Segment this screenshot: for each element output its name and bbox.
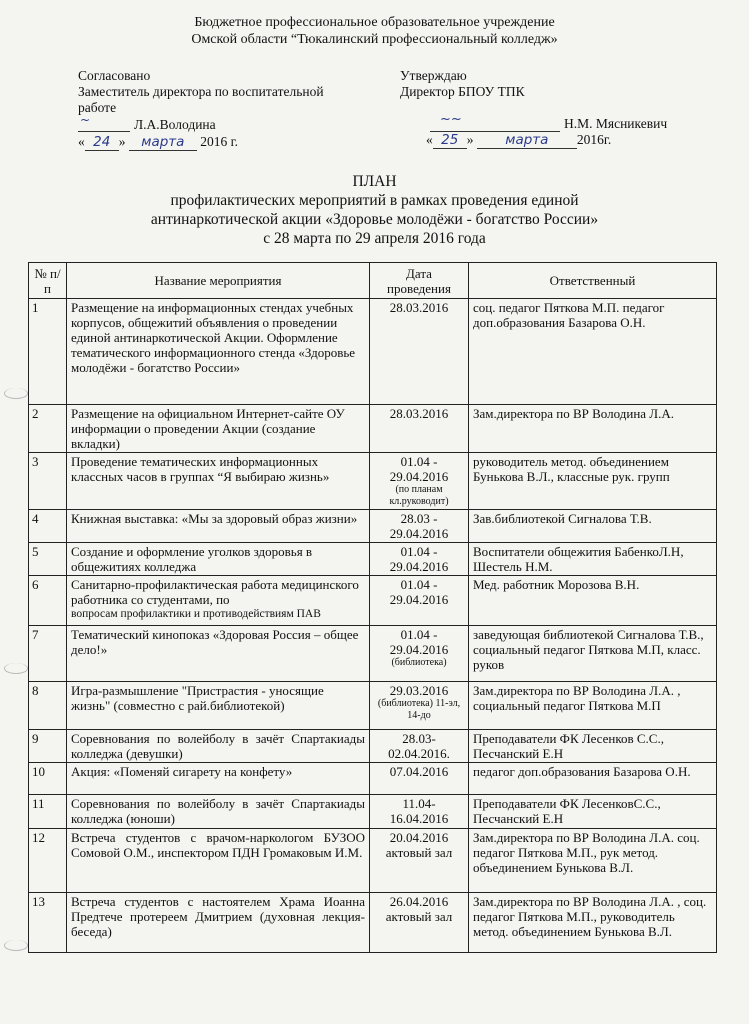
event-date-text: 20.04.2016 актовый зал <box>385 830 453 860</box>
event-name <box>67 763 370 795</box>
table-row <box>29 626 717 682</box>
row-number: 9 <box>29 730 67 763</box>
deputy-name: Л.А.Володина <box>134 117 216 132</box>
event-name <box>67 795 370 829</box>
table-row <box>29 576 717 626</box>
director-name: Н.М. Мясникевич <box>564 116 668 131</box>
deputy-position: Заместитель директора по воспитательной <box>78 84 324 99</box>
event-name-text: Соревнования по волейболу в зачёт Спартакиады колледжа (девушки) <box>71 731 365 761</box>
event-date <box>370 829 469 893</box>
event-date-text: 01.04 - 29.04.2016 <box>389 454 449 484</box>
deputy-date-day: 24 <box>85 134 119 151</box>
event-date <box>370 543 469 576</box>
row-number: 3 <box>29 453 67 510</box>
event-date-text: 29.03.2016 <box>389 683 449 698</box>
row-number: 5 <box>29 543 67 576</box>
header-date: Дата проведения <box>370 263 469 299</box>
responsible-person: Зам.директора по ВР Володина Л.А. , соц. педагог Пяткова М.П., руководитель метод. объединением Бунькова В.Л. <box>469 893 717 953</box>
event-date-text: 28.03.2016 <box>389 406 449 421</box>
director-date-year: 2016г. <box>576 132 612 147</box>
plan-title-heading: ПЛАН <box>352 173 397 190</box>
event-name <box>67 626 370 682</box>
event-date-note: (библиотека) 11-эл, 14-до <box>377 698 461 721</box>
event-date-text: 01.04 - 29.04.2016 <box>389 627 449 657</box>
responsible-person: заведующая библиотекой Сигналова Т.В., социальный педагог Пяткова М.П, класс. руков <box>469 626 717 682</box>
table-row <box>29 453 717 510</box>
event-name <box>67 576 370 626</box>
row-number: 10 <box>29 763 67 795</box>
deputy-date-month: марта <box>129 134 197 151</box>
event-name <box>67 510 370 543</box>
event-name-text: Игра-размышление "Пристрастия - уносящие жизнь" (совместно с рай.библиотекой) <box>71 683 324 713</box>
table-row <box>29 543 717 576</box>
event-date-text: 28.03.2016 <box>389 300 449 315</box>
event-name-text: Санитарно-профилактическая работа медицинского работника со студентами, по <box>71 577 359 607</box>
table-row <box>29 893 717 953</box>
row-number: 13 <box>29 893 67 953</box>
table-row <box>29 299 717 405</box>
event-name-text: Книжная выставка: «Мы за здоровый образ жизни» <box>71 511 358 526</box>
event-name <box>67 405 370 453</box>
row-number: 11 <box>29 795 67 829</box>
responsible-person: Преподаватели ФК ЛесенковС.С., Песчанский Е.Н <box>469 795 717 829</box>
event-name-text: Проведение тематических информационных классных часов в группах “Я выбираю жизнь» <box>71 454 330 484</box>
deputy-date-year: 2016 г. <box>200 134 239 149</box>
director-date-day: 25 <box>433 132 467 149</box>
table-row <box>29 510 717 543</box>
table-row <box>29 763 717 795</box>
event-name-text: Размещение на информационных стендах учебных корпусов, общежитий объявления о проведении единой антинаркотической Акции. Оформление тематического информационного стенда «Здоровье молодёжи - богатство России» <box>71 300 356 375</box>
table-row <box>29 405 717 453</box>
deputy-date: « 24 » марта 2016 г. <box>78 134 239 150</box>
event-date-text: 28.03 - 29.04.2016 <box>389 511 449 541</box>
deputy-signature-line <box>78 113 378 134</box>
event-name-text: Встреча студентов с врачом-наркологом БУЗОО Сомовой О.М., инспектором ПДН Громаковым И.М. <box>71 830 365 860</box>
row-number: 2 <box>29 405 67 453</box>
event-date-text: 11.04- 16.04.2016 <box>389 796 449 826</box>
signature-mark: ~ <box>80 113 91 127</box>
header-name: Название мероприятия <box>67 263 370 299</box>
event-date-note: (библиотека) <box>391 657 447 668</box>
event-name <box>67 829 370 893</box>
row-number: 7 <box>29 626 67 682</box>
event-date <box>370 795 469 829</box>
event-name <box>67 730 370 763</box>
director-signature-line <box>400 112 720 136</box>
table-header-row <box>29 263 717 299</box>
table-row <box>29 730 717 763</box>
signature-mark: ~~ <box>440 112 462 127</box>
row-number: 6 <box>29 576 67 626</box>
table-row <box>29 795 717 829</box>
event-name-text: Акция: «Поменяй сигарету на конфету» <box>71 764 293 779</box>
event-date <box>370 682 469 730</box>
responsible-person: Зам.директора по ВР Володина Л.А. соц. педагог Пяткова М.П., рук метод. объединением Бунькова В.Л. <box>469 829 717 893</box>
row-number: 12 <box>29 829 67 893</box>
header-num: № п/п <box>29 263 67 299</box>
plan-title-line-2: профилактических мероприятий в рамках проведения единой <box>170 192 579 209</box>
table-row <box>29 829 717 893</box>
event-date-text: 07.04.2016 <box>389 764 449 779</box>
events-table <box>28 262 717 953</box>
deputy-position-cont: работе <box>78 100 117 115</box>
responsible-person: Зам.директора по ВР Володина Л.А. , социальный педагог Пяткова М.П <box>469 682 717 730</box>
event-date-text: 01.04 - 29.04.2016 <box>389 544 449 574</box>
institution-line-1: Бюджетное профессиональное образовательное учреждение <box>194 15 555 30</box>
director-position: Директор БПОУ ТПК <box>400 84 525 99</box>
responsible-person: Преподаватели ФК Лесенков С.С., Песчанский Е.Н <box>469 730 717 763</box>
responsible-person: Зав.библиотекой Сигналова Т.В. <box>469 510 717 543</box>
responsible-person: руководитель метод. объединением Бунькова В.Л., классные рук. групп <box>469 453 717 510</box>
event-date <box>370 626 469 682</box>
event-name-text: Размещение на официальном Интернет-сайте ОУ информации о проведении Акции (создание вкладки) <box>71 406 345 451</box>
plan-title <box>0 172 749 248</box>
event-date <box>370 576 469 626</box>
event-date-text: 01.04 - 29.04.2016 <box>389 577 449 607</box>
plan-title-line-4: с 28 марта по 29 апреля 2016 года <box>263 230 486 247</box>
responsible-person: Мед. работник Морозова В.Н. <box>469 576 717 626</box>
approval-block-right <box>400 68 720 149</box>
event-date <box>370 763 469 795</box>
responsible-person: соц. педагог Пяткова М.П. педагог доп.образования Базарова О.Н. <box>469 299 717 405</box>
event-name <box>67 453 370 510</box>
event-date-text: 26.04.2016 актовый зал <box>385 894 453 924</box>
responsible-person: Воспитатели общежития БабенкоЛ.Н, Шестель Н.М. <box>469 543 717 576</box>
event-name-text: Тематический кинопоказ «Здоровая Россия – общее дело!» <box>71 627 359 657</box>
event-name-text: Соревнования по волейболу в зачёт Спартакиады колледжа (юноши) <box>71 796 365 826</box>
event-date <box>370 405 469 453</box>
approval-block-left <box>78 68 378 151</box>
row-number: 4 <box>29 510 67 543</box>
event-name-text: Встреча студентов с настоятелем Храма Иоанна Предтече протереем Дмитрием (духовная лекция- беседа) <box>71 894 365 939</box>
event-name <box>67 299 370 405</box>
event-date-note: (по планам кл.руководит) <box>389 484 449 507</box>
row-number: 8 <box>29 682 67 730</box>
event-name-text: Создание и оформление уголков здоровья в общежитиях колледжа <box>71 544 313 574</box>
row-number: 1 <box>29 299 67 405</box>
event-date <box>370 510 469 543</box>
header-responsible: Ответственный <box>469 263 717 299</box>
event-name <box>67 893 370 953</box>
event-name-continued: вопросам профилактики и противодействиям ПАВ <box>71 608 321 620</box>
table-row <box>29 682 717 730</box>
event-date <box>370 730 469 763</box>
event-name <box>67 682 370 730</box>
director-date: « 25 » марта 2016г. <box>426 132 612 148</box>
event-name <box>67 543 370 576</box>
director-date-month: марта <box>477 132 577 149</box>
event-date-text: 28.03- 02.04.2016. <box>388 731 450 761</box>
event-date <box>370 453 469 510</box>
responsible-person: Зам.директора по ВР Володина Л.А. <box>469 405 717 453</box>
event-date <box>370 893 469 953</box>
institution-line-2: Омской области “Тюкалинский профессиональный колледж» <box>191 32 558 47</box>
approve-label: Утверждаю <box>400 68 467 83</box>
document-header <box>0 14 749 48</box>
event-date <box>370 299 469 405</box>
responsible-person: педагог доп.образования Базарова О.Н. <box>469 763 717 795</box>
plan-title-line-3: антинаркотической акции «Здоровье молодёжи - богатство России» <box>150 211 599 228</box>
agreed-label: Согласовано <box>78 68 151 83</box>
